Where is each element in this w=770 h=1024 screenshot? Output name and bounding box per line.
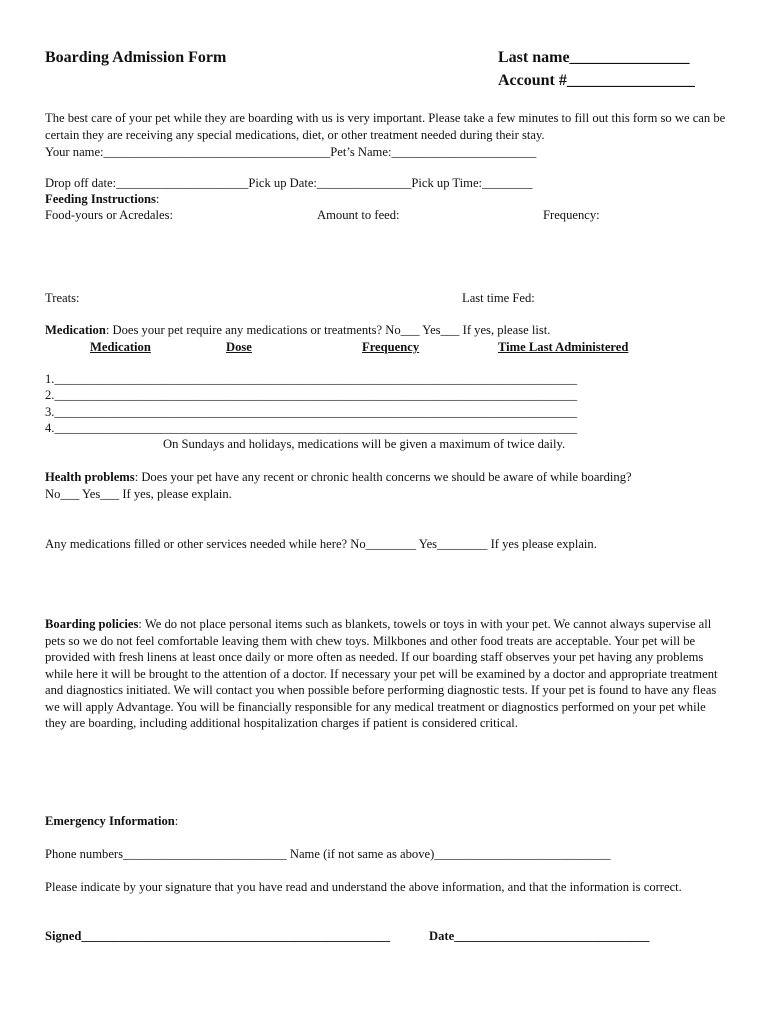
- signed-label: Signed: [45, 929, 82, 943]
- pick-up-date-field[interactable]: Pick up Date:_______________: [248, 176, 412, 190]
- last-name-field[interactable]: Last name_______________: [498, 49, 690, 66]
- boarding-policies: [45, 616, 727, 732]
- emergency-heading: [45, 813, 178, 829]
- signed-field[interactable]: _________________________________________________: [81, 929, 390, 943]
- medication-question: [45, 322, 550, 338]
- medication-line-1[interactable]: 1.___________________________________________________________________________________: [45, 372, 578, 386]
- feeding-heading: [45, 191, 159, 207]
- emergency-heading-colon: :: [174, 814, 179, 828]
- your-name-line: [45, 144, 536, 160]
- medication-line-3[interactable]: 3.___________________________________________________________________________________: [45, 405, 578, 419]
- col-time-last-administered: Time Last Administered: [498, 340, 629, 354]
- medication-question-text: : Does your pet require any medications or treatments? No___ Yes___ If yes, please list.: [105, 323, 551, 337]
- health-question: [45, 469, 632, 485]
- col-frequency: Frequency: [362, 340, 420, 354]
- amount-label: Amount to feed:: [317, 208, 400, 222]
- feeding-heading-label: Feeding Instructions: [45, 192, 156, 206]
- phone-name-line[interactable]: Phone numbers__________________________ Name (if not same as above)____________________________: [45, 847, 611, 861]
- feeding-heading-colon: :: [155, 192, 160, 206]
- health-question-text: : Does your pet have any recent or chronic health concerns we should be aware of while boarding?: [134, 470, 632, 484]
- pick-up-time-field[interactable]: Pick up Time:________: [411, 176, 533, 190]
- health-answer[interactable]: No___ Yes___ If yes, please explain.: [45, 487, 232, 501]
- account-field[interactable]: Account #________________: [498, 72, 695, 89]
- pets-name-field[interactable]: Pet’s Name:_______________________: [330, 145, 537, 159]
- date-line[interactable]: [429, 928, 649, 944]
- form-title: Boarding Admission Form: [45, 49, 227, 66]
- medication-note: On Sundays and holidays, medications will be given a maximum of twice daily.: [163, 437, 566, 451]
- emergency-heading-label: Emergency Information: [45, 814, 175, 828]
- date-field[interactable]: _______________________________: [454, 929, 650, 943]
- policies-text: : We do not place personal items such as blankets, towels or toys in with your pet. We cannot always supervise all pets so we do not feel comfortable leaving them with chew toys. Milkbones and other food treats are acceptable. Your pet will be provided with fresh linens at least once daily or more often as needed. If our boarding staff observes your pet having any problems while here it will be brought to the attention of a doctor. If necessary your pet will be examined by a doctor and appropriate treatment and diagnostics initiated. We will contact you when possible before performing diagnostic tests. If your pet is found to have any fleas we will apply Advantage. You will be financially responsible for any medical treatment or diagnostics performed on your pet while they are boarding, including additional hospitalization charges if patient is considered critical.: [45, 617, 718, 730]
- intro-paragraph: The best care of your pet while they are boarding with us is very important. Please take a few minutes to fill out this form so we can be certain they are receiving any special medications, diet, or other treatment needed during their stay.: [45, 111, 726, 142]
- food-label: Food-yours or Acredales:: [45, 208, 174, 222]
- services-question[interactable]: Any medications filled or other services needed while here? No________ Yes________ If yes please explain.: [45, 537, 597, 551]
- col-dose: Dose: [226, 340, 252, 354]
- signature-note: Please indicate by your signature that you have read and understand the above information, and that the information is correct.: [45, 880, 682, 894]
- medication-line-2[interactable]: 2.___________________________________________________________________________________: [45, 388, 578, 402]
- frequency-label: Frequency:: [543, 208, 600, 222]
- your-name-field[interactable]: Your name:____________________________________: [45, 145, 331, 159]
- treats-label: Treats:: [45, 291, 80, 305]
- drop-off-date-field[interactable]: Drop off date:_____________________: [45, 176, 249, 190]
- health-heading: Health problems: [45, 470, 135, 484]
- last-time-fed-label: Last time Fed:: [462, 291, 535, 305]
- col-medication: Medication: [90, 340, 151, 354]
- medication-heading: Medication: [45, 323, 106, 337]
- dates-line: [45, 175, 532, 191]
- policies-heading: Boarding policies: [45, 617, 139, 631]
- date-label: Date: [429, 929, 455, 943]
- signed-line[interactable]: [45, 928, 390, 944]
- medication-line-4[interactable]: 4.___________________________________________________________________________________: [45, 421, 578, 435]
